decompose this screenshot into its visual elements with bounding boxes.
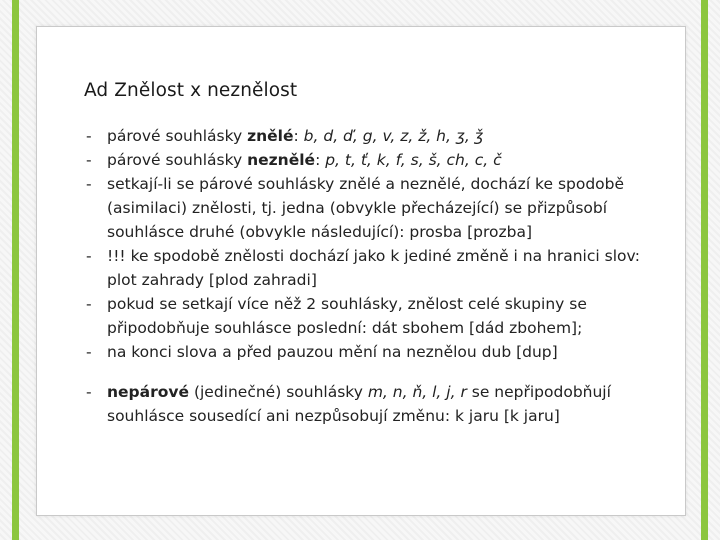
bullet-unpaired-consonants bbox=[84, 380, 644, 428]
b1-bold: znělé bbox=[247, 127, 294, 145]
bullet-consonant-groups: - pokud se setkají více něž 2 souhlásky, znělost celé skupiny se připodobňuje souhlásce poslední: dát sbohem [dád zbohem]; bbox=[84, 292, 644, 340]
b2-colon: : bbox=[315, 151, 326, 169]
b7-rest: se nepřipodobňují souhlásce sousedící ani nezpůsobují změnu: k jaru [k jaru] bbox=[107, 383, 611, 425]
bullet-word-end: - na konci slova a před pauzou mění na neznělou dub [dup] bbox=[84, 340, 644, 364]
b7-bold: nepárové bbox=[107, 383, 190, 401]
bullet-voiceless-consonants bbox=[84, 148, 644, 172]
right-accent-bar bbox=[701, 0, 708, 540]
b1-colon: : bbox=[293, 127, 304, 145]
b2-bold: neznělé bbox=[247, 151, 316, 169]
bullet-list bbox=[84, 124, 644, 428]
b2-list: p, t, ť, k, f, s, š, ch, c, č bbox=[325, 151, 502, 169]
b7-list: m, n, ň, l, j, r bbox=[367, 383, 467, 401]
bullet-voiced-consonants bbox=[84, 124, 644, 148]
b2-text: párové souhlásky bbox=[107, 151, 248, 169]
b7-text: (jedinečné) souhlásky bbox=[189, 383, 368, 401]
b1-text: párové souhlásky bbox=[107, 127, 248, 145]
left-accent-bar bbox=[12, 0, 19, 540]
slide-title: Ad Znělost x neznělost bbox=[84, 80, 298, 101]
bullet-word-boundary: - !!! ke spodobě znělosti dochází jako k jediné změně i na hranici slov: plot zahrady [plod zahradi] bbox=[84, 244, 644, 292]
b1-list: b, d, ď, g, v, z, ž, h, ʒ, ǯ bbox=[303, 127, 483, 145]
bullet-assimilation: - setkají-li se párové souhlásky znělé a neznělé, dochází ke spodobě (asimilaci) znělosti, tj. jedna (obvykle přecházející) se přizpůsobí souhlásce druhé (obvykle následující): prosba [prozba] bbox=[84, 172, 644, 244]
